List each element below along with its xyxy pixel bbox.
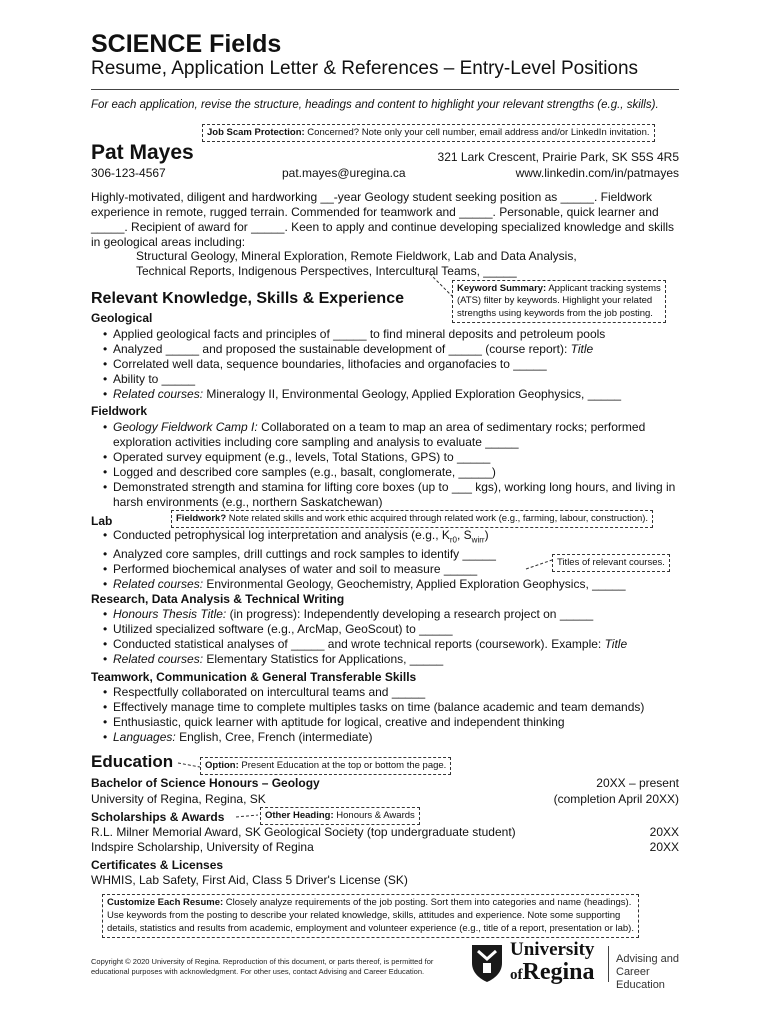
logo-department: Advising and Career Education <box>616 953 679 991</box>
university-of-regina-logo <box>470 939 700 991</box>
keyword-summary-callout: Keyword Summary: Applicant tracking systems (ATS) filter by keywords. Highlight your related strengths using keywords from the job posting. <box>452 280 666 323</box>
titles-callout-connector <box>524 556 554 572</box>
award-1: R.L. Milner Memorial Award, SK Geological Society (top undergraduate student) <box>91 825 516 839</box>
contact-linkedin[interactable]: www.linkedin.com/in/patmayes <box>515 166 679 180</box>
award-2-date: 20XX <box>649 840 679 854</box>
copyright-notice: Copyright © 2020 University of Regina. Reproduction of this document, or parts thereof, is permitted for educational purposes with acknowledgment. For other uses, contact Advising and Career Education. <box>91 957 434 976</box>
option-callout: Option: Present Education at the top or bottom the page. <box>200 757 451 775</box>
other-heading-callout: Other Heading: Honours & Awards <box>260 807 420 825</box>
logo-university: University <box>510 939 595 960</box>
list-item: • Analyzed _____ and proposed the sustainable development of _____ (course report): Title <box>100 342 680 357</box>
option-callout-connector <box>176 760 202 770</box>
education-heading: Education <box>91 752 174 771</box>
degree-date: 20XX – present <box>596 776 679 790</box>
teamwork-heading: Teamwork, Communication & General Transferable Skills <box>91 670 417 684</box>
scholarships-heading: Scholarships & Awards <box>91 810 225 824</box>
list-item: • Effectively manage time to complete multiples tasks on time (balance academic and team demands) <box>100 700 680 715</box>
list-item: • Geology Fieldwork Camp I: Collaborated on a team to map an area of sedimentary rocks; performed exploration activities including core sampling and analysis to evaluate _____ <box>100 420 680 450</box>
profile-summary: Highly-motivated, diligent and hardworking __-year Geology student seeking position as _____. Fieldwork experience in remote, rugged terrain. Commended for teamwork and _____. Personable, quick learner and _____. Recipient of award for _____. Keen to apply and continue developing specialized knowledge and skills in geological areas including: <box>91 190 675 249</box>
teamwork-list <box>100 685 680 745</box>
list-item: • Ability to _____ <box>100 372 680 387</box>
contact-address: 321 Lark Crescent, Prairie Park, SK S5S 4R5 <box>437 150 679 164</box>
candidate-name: Pat Mayes <box>91 141 194 164</box>
page-subtitle: Resume, Application Letter & References – Entry-Level Positions <box>91 58 639 79</box>
list-item: • Demonstrated strength and stamina for lifting core boxes (up to ___ kgs), working long hours, and living in harsh environments (e.g., northern Saskatchewan) <box>100 480 680 510</box>
certs-list: WHMIS, Lab Safety, First Aid, Class 5 Driver's License (SK) <box>91 873 408 887</box>
title-divider <box>91 89 679 90</box>
crest-icon <box>470 943 504 983</box>
list-item: • Analyzed core samples, drill cuttings and rock samples to identify _____ <box>100 547 680 562</box>
list-item: • Conducted statistical analyses of _____ and wrote technical reports (coursework). Example: Title <box>100 637 680 652</box>
list-item: • Logged and described core samples (e.g., basalt, conglomerate, _____) <box>100 465 680 480</box>
geological-list <box>100 327 680 402</box>
contact-phone: 306-123-4567 <box>91 166 166 180</box>
completion-date: (completion April 20XX) <box>553 792 679 806</box>
list-item: • Related courses: Elementary Statistics for Applications, _____ <box>100 652 680 667</box>
research-heading: Research, Data Analysis & Technical Writing <box>91 592 345 606</box>
list-item: • Related courses: Mineralogy II, Environmental Geology, Applied Exploration Geophysics, _____ <box>100 387 680 402</box>
list-item: • Correlated well data, sequence boundaries, lithofacies and organofacies to _____ <box>100 357 680 372</box>
contact-email[interactable]: pat.mayes@uregina.ca <box>282 166 406 180</box>
intro-note: For each application, revise the structure, headings and content to highlight your relevant strengths (e.g., skills). <box>91 99 659 111</box>
page-title: SCIENCE Fields <box>91 30 282 58</box>
award-2: Indspire Scholarship, University of Regina <box>91 840 314 854</box>
list-item: • Utilized specialized software (e.g., ArcMap, GeoScout) to _____ <box>100 622 680 637</box>
areas-line: Structural Geology, Mineral Exploration, Remote Fieldwork, Lab and Data Analysis, <box>136 249 577 263</box>
skills-heading: Relevant Knowledge, Skills & Experience <box>91 290 404 307</box>
award-1-date: 20XX <box>649 825 679 839</box>
areas-list <box>136 249 577 279</box>
list-item: • Enthusiastic, quick learner with aptitude for logical, creative and independent thinking <box>100 715 680 730</box>
other-heading-connector <box>234 811 260 821</box>
list-item: • Languages: English, Cree, French (intermediate) <box>100 730 680 745</box>
customize-callout: Customize Each Resume: Closely analyze requirements of the job posting. Sort them into categories and name (headings). Use keywords from the posting to describe your related knowledge, skills, attitudes and experience. Note some supporting details, statistics and results from academic, employment and volunteer experience (e.g., title of a report, presentation or lab). <box>102 894 639 938</box>
certs-heading: Certificates & Licenses <box>91 858 224 872</box>
geological-heading: Geological <box>91 311 153 325</box>
list-item: • Conducted petrophysical log interpretation and analysis (e.g., $K_{r0}$, $S_{wirr}$) <box>100 528 680 547</box>
fieldwork-callout: Fieldwork? Note related skills and work ethic acquired through related work (e.g., farming, labour, construction). <box>171 510 653 528</box>
job-scam-callout: Job Scam Protection: Concerned? Note only your cell number, email address and/or LinkedIn invitation. <box>202 124 655 142</box>
logo-of-regina: ofRegina <box>510 959 595 985</box>
list-item: • Respectfully collaborated on intercultural teams and _____ <box>100 685 680 700</box>
fieldwork-heading: Fieldwork <box>91 404 148 418</box>
degree-title: Bachelor of Science Honours – Geology <box>91 776 320 790</box>
list-item: • Operated survey equipment (e.g., levels, Total Stations, GPS) to _____ <box>100 450 680 465</box>
research-list <box>100 607 680 667</box>
logo-divider <box>608 946 609 982</box>
fieldwork-list <box>100 420 680 510</box>
list-item: • Honours Thesis Title: (in progress): Independently developing a research project on _____ <box>100 607 680 622</box>
titles-callout: Titles of relevant courses. <box>552 554 670 572</box>
list-item: • Applied geological facts and principles of _____ to find mineral deposits and petroleum pools <box>100 327 680 342</box>
lab-heading: Lab <box>91 514 113 528</box>
school-name: University of Regina, Regina, SK <box>91 792 266 806</box>
list-item: • Performed biochemical analyses of water and soil to measure _____ <box>100 562 680 577</box>
areas-line: Technical Reports, Indigenous Perspectives, Intercultural Teams, _____ <box>136 264 517 278</box>
list-item: • Related courses: Environmental Geology, Geochemistry, Applied Exploration Geophysics, _____ <box>100 577 680 592</box>
